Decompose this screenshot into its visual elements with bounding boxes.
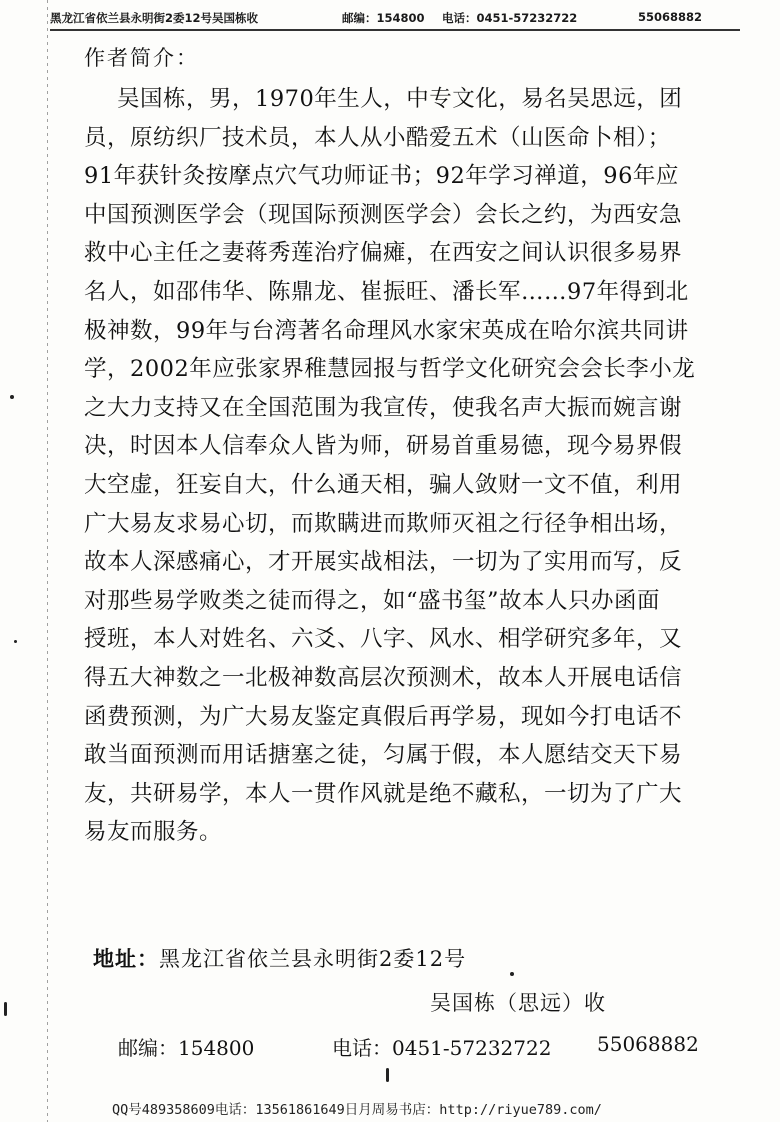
contact-address xyxy=(93,943,466,973)
contact-phone: 电话：0451-57232722 xyxy=(332,1036,552,1060)
page-footer: QQ号489358609电话：13561861649日月周易书店：http://riyue789.com/ xyxy=(112,1102,602,1118)
intro-line: 函费预测，为广大易友鉴定真假后再学易，现如今打电话不 xyxy=(84,703,683,730)
contact-postal: 邮编：154800 xyxy=(118,1036,255,1060)
header-postal: 邮编：154800 xyxy=(342,11,425,25)
intro-line: 授班，本人对姓名、六爻、八字、风水、相学研究多年，又 xyxy=(84,626,683,653)
intro-line: 中国预测医学会（现国际预测医学会）会长之约，为西安急 xyxy=(84,201,683,228)
address-value: 黑龙江省依兰县永明街2委12号 xyxy=(159,947,467,971)
scan-speck xyxy=(386,1068,389,1082)
intro-line: 对那些易学败类之徒而得之，如“盛书玺”故本人只办函面 xyxy=(84,587,661,614)
header-phone: 电话：0451-57232722 xyxy=(442,11,578,25)
header-address: 黑龙江省依兰县永明街2委12号吴国栋收 xyxy=(50,11,259,25)
recipient-signature: 吴国栋（思远）收 xyxy=(430,991,606,1015)
scan-speck xyxy=(510,972,514,976)
intro-line: 广大易友求易心切，而欺瞒进而欺师灭祖之行径争相出场， xyxy=(84,510,683,537)
address-label: 地址： xyxy=(93,946,159,971)
intro-line: 得五大神数之一北极神数高层次预测术，故本人开展电话信 xyxy=(84,664,683,691)
scan-speck xyxy=(4,1002,7,1016)
intro-line: 易友而服务。 xyxy=(84,819,223,846)
intro-line: 91年获针灸按摩点穴气功师证书；92年学习禅道，96年应 xyxy=(84,163,679,190)
intro-heading: 作者简介： xyxy=(84,46,199,70)
scan-edge-artifact xyxy=(47,0,48,1122)
intro-line: 友，共研易学，本人一贯作风就是绝不藏私，一切为了广大 xyxy=(84,780,683,807)
intro-line: 极神数，99年与台湾著名命理风水家宋英成在哈尔滨共同讲 xyxy=(84,317,689,344)
page-header xyxy=(50,6,740,28)
intro-line: 之大力支持又在全国范围为我宣传，使我名声大振而婉言谢 xyxy=(84,394,683,421)
intro-line: 敢当面预测而用话搪塞之徒，匀属于假，本人愿结交天下易 xyxy=(84,742,683,769)
intro-line: 员，原纺织厂技术员，本人从小酷爱五术（山医命卜相）； xyxy=(84,124,671,151)
intro-line: 学，2002年应张家界稚慧园报与哲学文化研究会会长李小龙 xyxy=(84,356,696,383)
header-phone-2: 55068882 xyxy=(638,10,703,24)
intro-paragraph xyxy=(84,80,714,852)
contact-phone-2: 55068882 xyxy=(597,1032,699,1056)
intro-line: 吴国栋，男，1970年生人，中专文化，易名吴思远，团 xyxy=(117,86,683,112)
intro-line: 决，时因本人信奉众人皆为师，研易首重易德，现今易界假 xyxy=(84,433,683,460)
intro-line: 救中心主任之妻蒋秀莲治疗偏瘫，在西安之间认识很多易界 xyxy=(84,240,683,267)
header-rule xyxy=(50,29,740,31)
intro-line: 故本人深感痛心，才开展实战相法，一切为了实用而写，反 xyxy=(84,549,683,576)
intro-line: 名人，如邵伟华、陈鼎龙、崔振旺、潘长军……97年得到北 xyxy=(84,278,689,305)
scan-speck xyxy=(14,640,17,643)
intro-line: 大空虚，狂妄自大，什么通天相，骗人敛财一文不值，利用 xyxy=(84,471,683,498)
scan-speck xyxy=(10,395,14,399)
